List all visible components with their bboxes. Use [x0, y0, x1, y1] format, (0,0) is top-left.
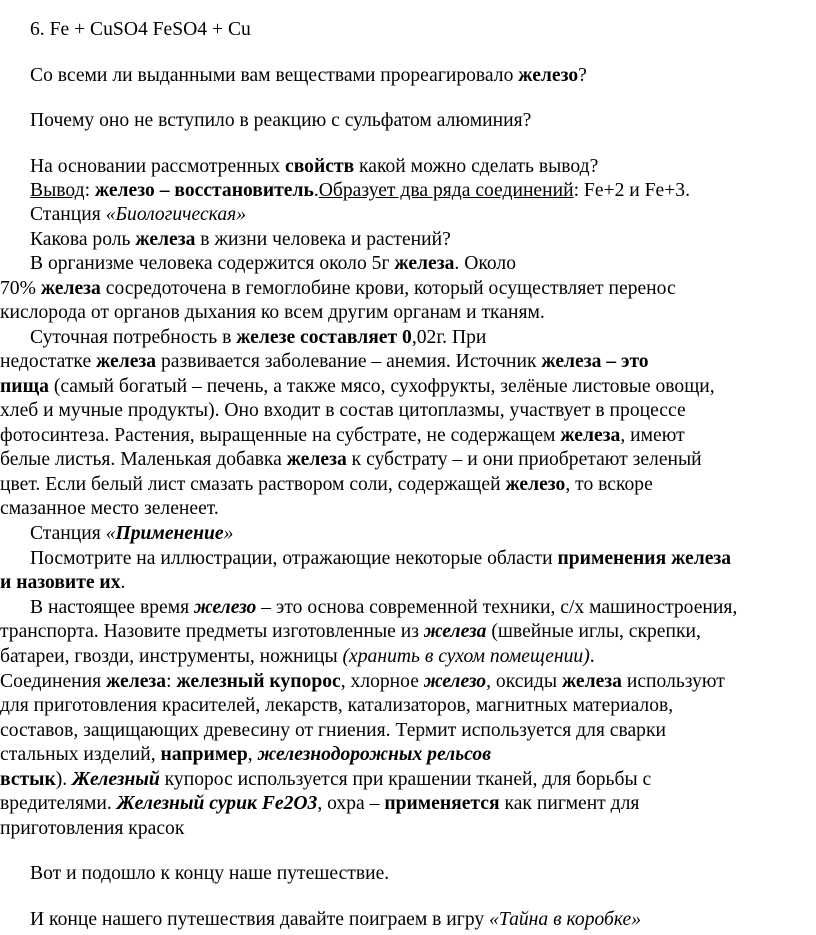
app-p2-line-2: транспорта. Назовите предметы изготовленные из железа (швейные иглы, скрепки, [0, 621, 701, 642]
question-3: На основании рассмотренных свойств какой можно сделать вывод? [30, 156, 599, 177]
bio-p1-line-1: В организме человека содержится около 5г железа. Около [30, 253, 516, 274]
app-p3-line-2: для приготовления красителей, лекарств, катализаторов, магнитных материалов, [0, 695, 674, 716]
bio-question: Какова роль железа в жизни человека и растений? [30, 229, 451, 250]
bio-p2-line-6: белые листья. Маленькая добавка железа к субстрату – и они приобретают зеленый [0, 449, 702, 470]
ending-line-2: И конце нашего путешествия давайте поиграем в игру «Тайна в коробке» [30, 909, 642, 930]
bio-p2-line-5: фотосинтеза. Растения, выращенные на субстрате, не содержащем железа, имеют [0, 425, 685, 446]
bio-p1-line-3: кислорода от органов дыхания ко всем другим органам и тканям. [0, 302, 545, 323]
bio-p2-line-7: цвет. Если белый лист смазать раствором соли, содержащей железо, то вскоре [0, 474, 653, 495]
station-biological-heading: Станция «Биологическая» [30, 204, 247, 225]
app-p1-line-1: Посмотрите на иллюстрации, отражающие некоторые области применения железа [30, 548, 732, 569]
app-p3-line-7: приготовления красок [0, 818, 185, 839]
bio-p2-line-3: пища (самый богатый – печень, а также мясо, сухофрукты, зелёные листовые овощи, [0, 376, 715, 397]
app-p3-line-6: вредителями. Железный сурик Fe2O3, охра – применяется как пигмент для [0, 793, 640, 814]
app-p3-line-4: стальных изделий, например, железнодорожных рельсов [0, 744, 491, 765]
ending-line-1: Вот и подошло к концу наше путешествие. [30, 863, 390, 884]
app-p3-line-5: встык). Железный купорос используется при крашении тканей, для борьбы с [0, 769, 652, 790]
question-2: Почему оно не вступило в реакцию с сульфатом алюминия? [30, 110, 532, 131]
reaction-line: 6. Fe + CuSO4 FeSO4 + Cu [30, 19, 251, 40]
bio-p2-line-4: хлеб и мучные продукты). Оно входит в состав цитоплазмы, участвует в процессе [0, 400, 686, 421]
station-application-heading: Станция «Применение» [30, 523, 234, 544]
app-p2-line-1: В настоящее время железо – это основа современной техники, с/х машиностроения, [30, 597, 738, 618]
app-p3-line-3: составов, защищающих древесину от гниения. Термит используется для сварки [0, 720, 666, 741]
reaction-equation: Fe + CuSO4 FeSO4 + Cu [49, 19, 251, 40]
app-p3-line-1: Соединения железа: железный купорос, хлорное железо, оксиды железа используют [0, 671, 725, 692]
bio-p2-line-2: недостатке железа развивается заболевание – анемия. Источник железа – это [0, 351, 649, 372]
question-1: Со всеми ли выданными вам веществами прореагировало железо? [30, 65, 587, 86]
bio-p2-line-1: Суточная потребность в железе составляет 0,02г. При [30, 327, 487, 348]
bio-p2-line-8: смазанное место зеленеет. [0, 498, 219, 519]
app-p2-line-3: батареи, гвозди, инструменты, ножницы (хранить в сухом помещении). [0, 646, 595, 667]
app-p1-line-2: и назовите их. [0, 572, 126, 593]
conclusion-line: Вывод: железо – восстановитель.Образует два ряда соединений: Fe+2 и Fe+3. [30, 180, 690, 201]
bio-p1-line-2: 70% железа сосредоточена в гемоглобине крови, который осуществляет перенос [0, 278, 676, 299]
